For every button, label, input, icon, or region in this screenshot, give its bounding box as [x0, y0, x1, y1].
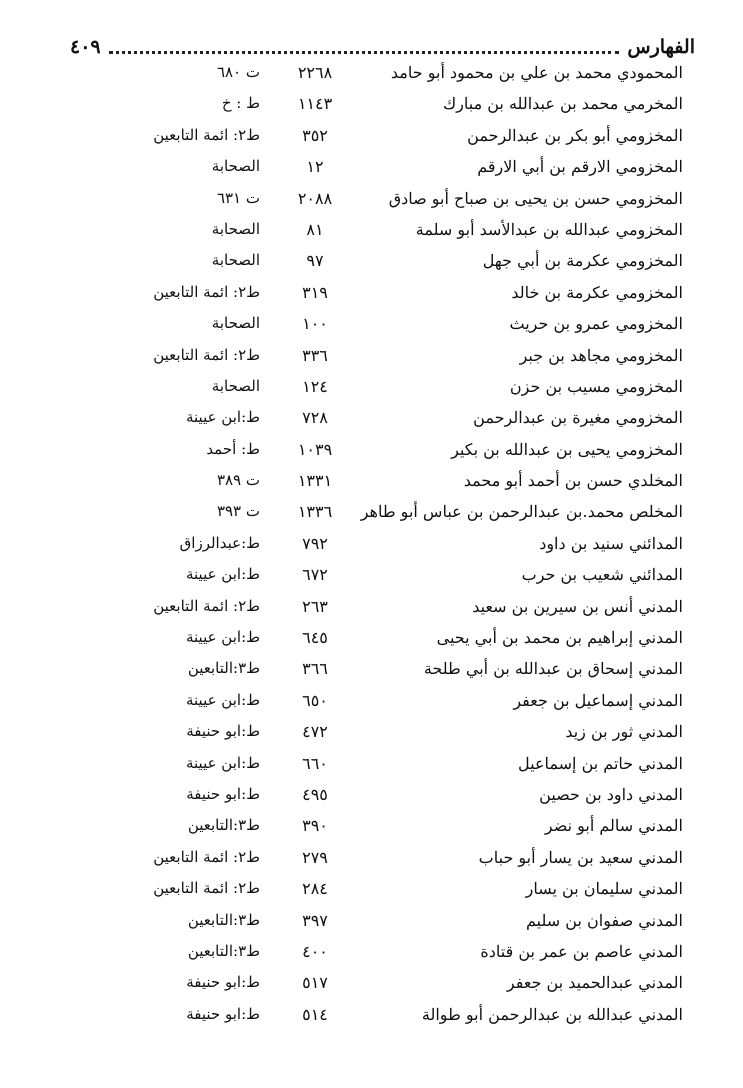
- entry-category: ط:ابو حنيفة: [186, 784, 260, 803]
- entry-category: ط٢: ائمة التابعين: [153, 879, 260, 898]
- narrator-name: المدني سعيد بن يسار أبو حباب: [478, 847, 683, 867]
- entry-category: ت ٣٨٩: [216, 471, 260, 490]
- narrator-name: المخزومي مغيرة بن عبدالرحمن: [473, 408, 683, 428]
- entry-number: ٣٣٦: [302, 345, 328, 365]
- index-row: [0, 782, 743, 813]
- entry-number: ٥١٧: [302, 973, 328, 993]
- narrator-name: المحمودي محمد بن علي بن محمود أبو حامد: [390, 63, 683, 82]
- index-row: [0, 60, 743, 91]
- entry-number: ٣٩٠: [302, 816, 328, 836]
- page-number: ٤٠٩: [70, 36, 101, 58]
- narrator-name: المخزومي عبدالله بن عبدالأسد أبو سلمة: [415, 219, 683, 239]
- entry-category: ط٣:التابعين: [187, 941, 260, 960]
- entry-category: ط:عبدالرزاق: [179, 533, 260, 552]
- entry-category: ط:ابن عيينة: [185, 408, 260, 427]
- index-row: [0, 1002, 743, 1033]
- index-row: [0, 374, 743, 405]
- index-row: [0, 719, 743, 750]
- index-row: [0, 876, 743, 907]
- entry-number: ٧٢٨: [302, 408, 328, 428]
- entry-number: ٩٧: [306, 251, 324, 271]
- entry-number: ٣٥٢: [302, 125, 328, 145]
- entry-number: ٦٧٢: [302, 565, 328, 585]
- entry-number: ١٣٣٦: [297, 502, 333, 522]
- narrator-name: المدني داود بن حصين: [539, 784, 683, 804]
- entry-number: ٣٩٧: [302, 910, 328, 930]
- entry-category: ط٢: ائمة التابعين: [153, 125, 260, 144]
- entry-number: ٥١٤: [302, 1004, 328, 1024]
- entry-category: الصحابة: [211, 251, 260, 270]
- narrator-name: المخزومي حسن بن يحيى بن صباح أبو صادق: [388, 188, 683, 208]
- entry-number: ٦٤٥: [302, 628, 328, 648]
- entry-number: ٤٠٠: [302, 941, 328, 961]
- index-row: [0, 437, 743, 468]
- index-row: [0, 343, 743, 374]
- index-row: [0, 186, 743, 217]
- entry-category: ط٢: ائمة التابعين: [153, 847, 260, 866]
- index-row: [0, 468, 743, 499]
- entry-number: ١٠٠: [302, 314, 328, 334]
- entry-number: ٧٩٢: [302, 533, 328, 553]
- index-row: [0, 91, 743, 122]
- entry-category: ط٣:التابعين: [187, 910, 260, 929]
- entry-category: ت ٣٩٣: [216, 502, 260, 521]
- entry-number: ٦٥٠: [302, 690, 328, 710]
- entry-number: ٤٧٢: [302, 722, 328, 742]
- entry-number: ٢٨٤: [302, 879, 328, 899]
- entry-category: ط:ابن عيينة: [185, 565, 260, 584]
- entry-number: ٢٠٨٨: [297, 188, 333, 208]
- narrator-name: المدني عبدالحميد بن جعفر: [506, 973, 683, 993]
- index-row: [0, 123, 743, 154]
- entry-number: ٣٦٦: [302, 659, 328, 679]
- entry-category: الصحابة: [211, 219, 260, 238]
- index-row: [0, 656, 743, 687]
- narrator-name: المخزومي عكرمة بن خالد: [511, 282, 683, 302]
- index-row: [0, 594, 743, 625]
- header-title: الفهارس: [627, 36, 695, 58]
- entry-category: ط٢: ائمة التابعين: [153, 345, 260, 364]
- entry-number: ٢٦٣: [302, 596, 328, 616]
- narrator-name: المدني ثور بن زيد: [565, 722, 683, 742]
- entry-category: ط٣:التابعين: [187, 659, 260, 678]
- entry-number: ١٢: [306, 157, 324, 177]
- index-row: [0, 280, 743, 311]
- narrator-name: المدني عاصم بن عمر بن قتادة: [480, 941, 683, 961]
- entry-number: ٤٩٥: [302, 784, 328, 804]
- narrator-name: المدني إسحاق بن عبدالله بن أبي طلحة: [423, 659, 683, 679]
- narrator-name: المخزومي الارقم بن أبي الارقم: [477, 157, 683, 177]
- narrator-name: المدني إبراهيم بن محمد بن أبي يحيى: [436, 628, 683, 648]
- entry-number: ٢٢٦٨: [297, 63, 333, 82]
- narrator-name: المدني سالم أبو نضر: [544, 816, 683, 836]
- entry-category: ط٢: ائمة التابعين: [153, 596, 260, 615]
- narrator-name: المخزومي أبو بكر بن عبدالرحمن: [467, 125, 683, 145]
- narrator-name: المدني إسماعيل بن جعفر: [513, 690, 683, 710]
- narrator-name: المدني حاتم بن إسماعيل: [518, 753, 683, 773]
- index-row: [0, 908, 743, 939]
- index-row: [0, 970, 743, 1001]
- entry-category: ت ٦٨٠: [216, 63, 260, 81]
- entry-category: ط:ابو حنيفة: [186, 722, 260, 741]
- entry-number: ١٠٣٩: [297, 439, 333, 459]
- narrator-name: المدني صفوان بن سليم: [526, 910, 683, 930]
- index-row: [0, 562, 743, 593]
- narrator-name: المدائني شعيب بن حرب: [521, 565, 683, 585]
- narrator-name: المخزومي مسيب بن حزن: [509, 376, 683, 396]
- entry-category: الصحابة: [211, 157, 260, 176]
- entry-category: الصحابة: [211, 376, 260, 395]
- page-header: [70, 34, 695, 60]
- index-row: [0, 939, 743, 970]
- entry-number: ٢٧٩: [302, 847, 328, 867]
- entry-category: ط:ابو حنيفة: [186, 973, 260, 992]
- entry-number: ٣١٩: [302, 282, 328, 302]
- index-row: [0, 248, 743, 279]
- index-row: [0, 625, 743, 656]
- narrator-name: المخلدي حسن بن أحمد أبو محمد: [463, 471, 683, 491]
- index-row: [0, 311, 743, 342]
- entry-number: ٨١: [306, 219, 324, 239]
- entry-number: ١١٤٣: [297, 94, 333, 114]
- entry-category: الصحابة: [211, 314, 260, 333]
- index-row: [0, 154, 743, 185]
- narrator-name: المدني سليمان بن يسار: [525, 879, 683, 899]
- narrator-name: المخرمي محمد بن عبدالله بن مبارك: [442, 94, 683, 114]
- index-row: [0, 499, 743, 530]
- index-row: [0, 531, 743, 562]
- entry-category: ط:ابن عيينة: [185, 753, 260, 772]
- entry-category: ت ٦٣١: [216, 188, 260, 207]
- entry-category: ط٣:التابعين: [187, 816, 260, 835]
- entry-number: ١٢٤: [302, 376, 328, 396]
- narrator-name: المخزومي مجاهد بن جبر: [519, 345, 683, 365]
- index-row: [0, 405, 743, 436]
- index-row: [0, 751, 743, 782]
- index-row: [0, 217, 743, 248]
- entry-number: ٦٦٠: [302, 753, 328, 773]
- entry-category: ط:ابن عيينة: [185, 628, 260, 647]
- narrator-name: المدني عبدالله بن عبدالرحمن أبو طوالة: [421, 1004, 683, 1024]
- index-row: [0, 688, 743, 719]
- entry-category: ط٢: ائمة التابعين: [153, 282, 260, 301]
- index-row: [0, 813, 743, 844]
- entry-category: ط:ابن عيينة: [185, 690, 260, 709]
- narrator-name: المخزومي عمرو بن حريث: [509, 314, 683, 334]
- narrator-name: المدني أنس بن سيرين بن سعيد: [472, 596, 683, 616]
- narrator-name: المخزومي عكرمة بن أبي جهل: [482, 251, 683, 271]
- narrator-name: المخزومي يحيى بن عبدالله بن بكير: [451, 439, 683, 459]
- narrator-name: المخلص محمد.بن عبدالرحمن بن عباس أبو طاهر: [360, 502, 683, 522]
- header-leader-dots: [109, 41, 620, 54]
- narrator-name: المدائني سنيد بن داود: [539, 533, 683, 553]
- entry-category: ط : خ: [221, 94, 260, 113]
- index-list: [0, 60, 743, 1033]
- index-row: [0, 845, 743, 876]
- entry-number: ١٣٣١: [297, 471, 333, 491]
- entry-category: ط: أحمد: [206, 439, 260, 458]
- entry-category: ط:ابو حنيفة: [186, 1004, 260, 1023]
